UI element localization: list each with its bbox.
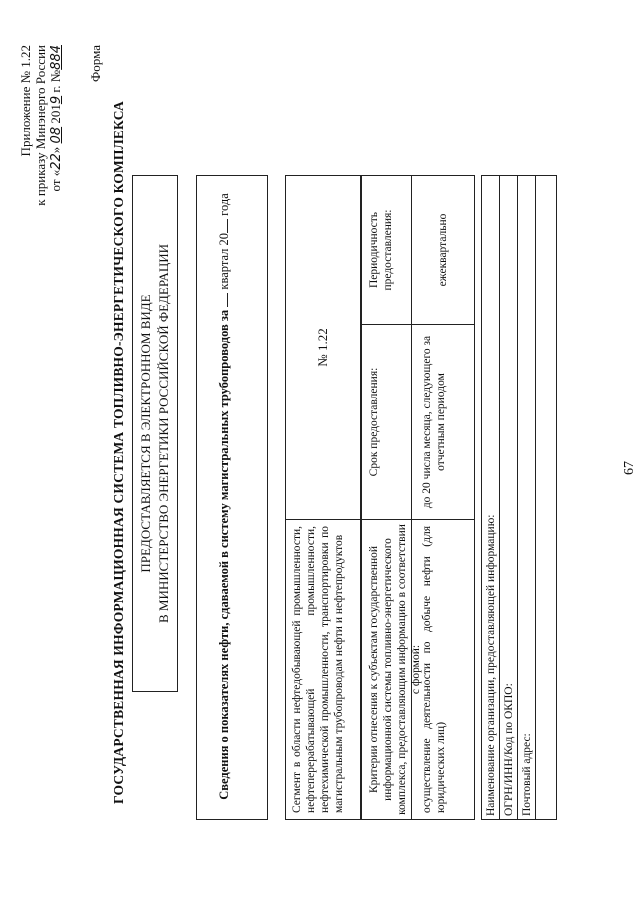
body-criteria: осуществление деятельности по добыче нефти (для юридических лиц): [412, 519, 474, 819]
segment-description: Сегмент в области нефтедобывающей промышленности, нефтеперерабатывающей промышленности, нефтехимической промышленности, транспортировки по магистральным трубопроводам нефти и нефтепродуктов: [286, 519, 360, 819]
info-title-year-word: года: [217, 193, 231, 216]
page-number: 67: [622, 461, 637, 475]
blank-quarter: [227, 293, 228, 307]
provision-line-1: ПРЕДОСТАВЛЯЕТСЯ В ЭЛЕКТРОННОМ ВИДЕ: [138, 294, 153, 573]
info-title-quarter: квартал 20: [217, 232, 231, 290]
appendix-order: к приказу Минэнерго России: [33, 45, 48, 206]
organization-fields: [481, 175, 557, 820]
header-deadline: Срок предоставления:: [362, 324, 412, 519]
header-periodicity: Периодичность предоставления:: [362, 176, 412, 324]
field-org-name: Наименование организации, предоставляющей информацию:: [482, 176, 500, 819]
appendix-block: [18, 45, 64, 206]
handwritten-day: 22: [49, 153, 64, 170]
body-periodicity: ежеквартально: [437, 213, 449, 287]
handwritten-month: 08: [49, 126, 64, 144]
main-title: ГОСУДАРСТВЕННАЯ ИНФОРМАЦИОННАЯ СИСТЕМА ТОПЛИВНО-ЭНЕРГЕТИЧЕСКОГО КОМПЛЕКСА: [111, 101, 126, 804]
info-title-line: [217, 174, 232, 819]
info-title-box: [196, 175, 268, 820]
handwritten-order-number: 884: [49, 45, 64, 70]
provision-box: [132, 175, 178, 692]
handwritten-year-digit: 9: [49, 95, 64, 105]
criteria-table: [361, 175, 475, 820]
segment-form-number: № 1.22: [315, 328, 330, 367]
form-label: Форма: [88, 45, 103, 82]
blank-year: [227, 219, 228, 233]
provision-line-2: В МИНИСТЕРСТВО ЭНЕРГЕТИКИ РОССИЙСКОЙ ФЕДЕРАЦИИ: [156, 244, 171, 623]
body-deadline: до 20 числа месяца, следующего за отчетным периодом: [412, 324, 474, 519]
header-criteria: Критерии отнесения к субъектам государственной информационной системы топливно-энергетического комплекса, предоставляющим информацию в соответствии с формой:: [362, 519, 412, 819]
info-title-text: Сведения о показателях нефти, сдаваемой в систему магистральных трубопроводов за: [217, 309, 231, 800]
field-ogrn: ОГРН/ИНН/Код по ОКПО:: [500, 176, 518, 819]
field-address: Почтовый адрес:: [518, 176, 536, 819]
appendix-title: Приложение № 1.22: [18, 45, 33, 157]
segment-table: [285, 175, 361, 820]
appendix-date-line: от «22» 08 2019 г. №884: [48, 45, 64, 192]
